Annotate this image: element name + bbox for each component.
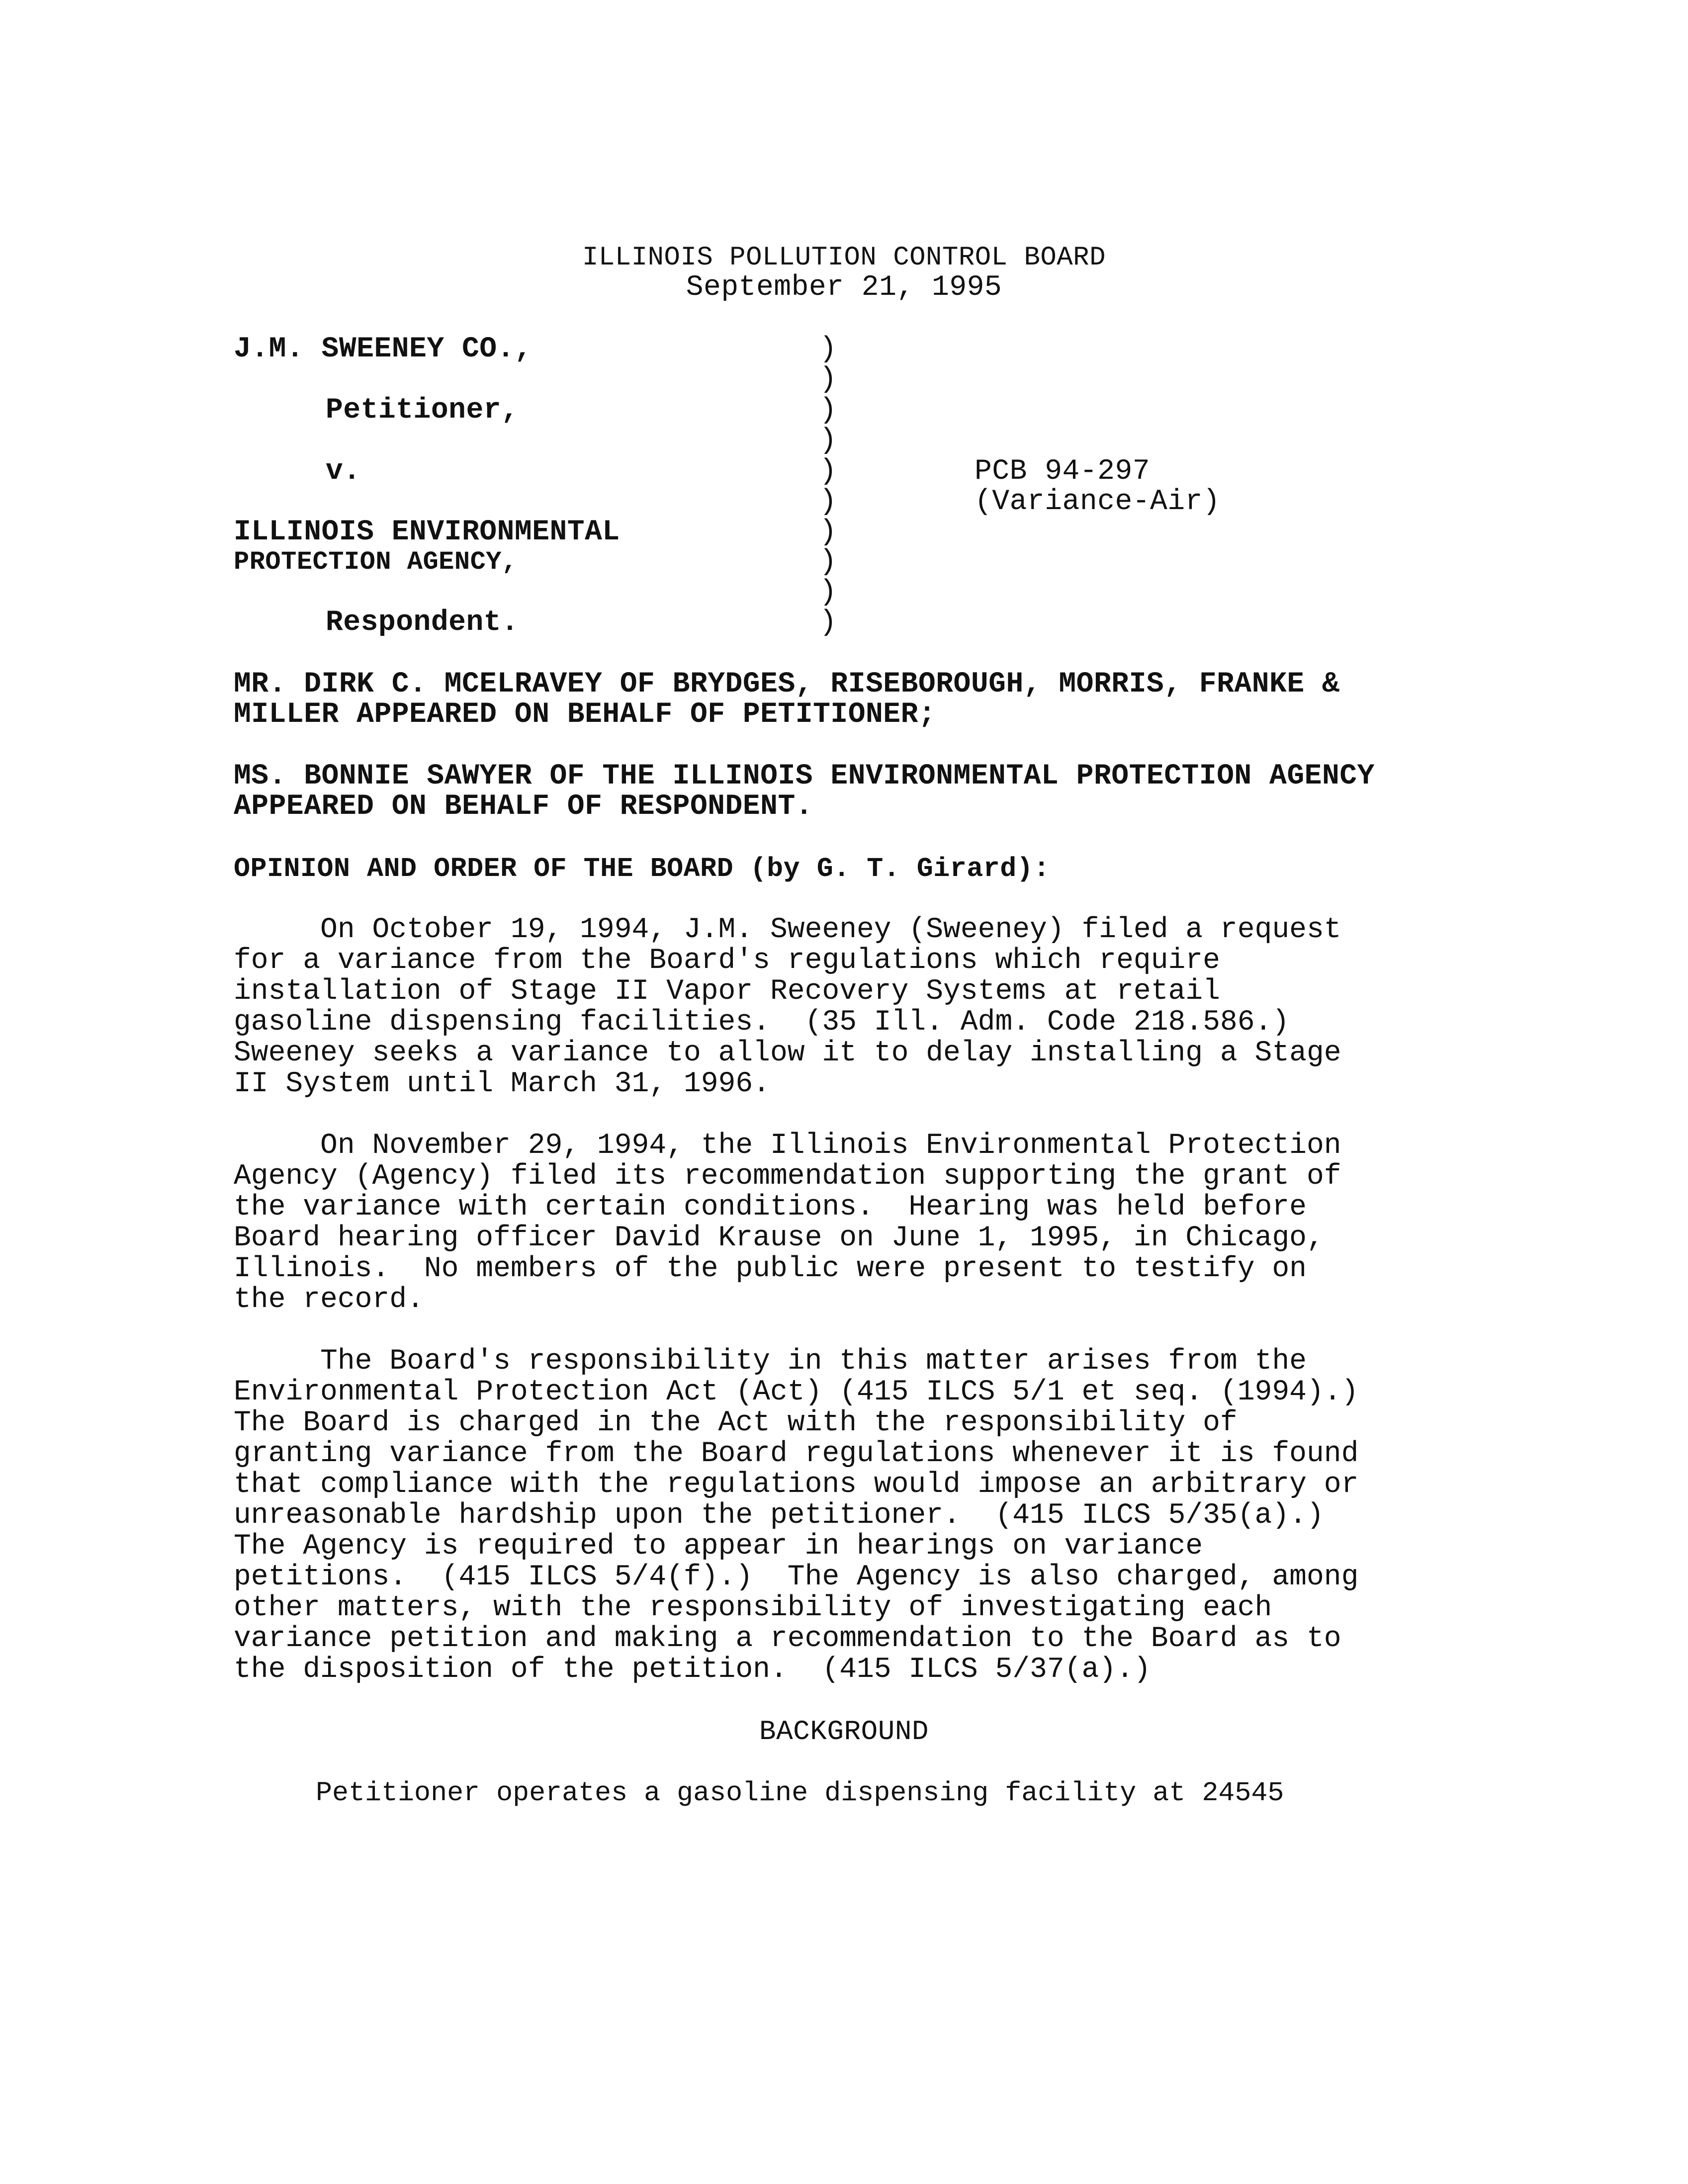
caption-paren: ) [819,516,837,548]
petitioner-appearance-line1: MR. DIRK C. MCELRAVEY OF BRYDGES, RISEBOROUGH, MORRIS, FRANKE & [234,668,1340,700]
respondent-role: Respondent. [326,607,519,639]
petitioner-name: J.M. SWEENEY CO., [234,333,533,365]
paragraph-line: installation of Stage II Vapor Recovery Systems at retail [234,975,1220,1008]
case-number: PCB 94-297 [975,455,1151,488]
order-date: September 21, 1995 [686,271,1002,304]
paragraph-line: Board hearing officer David Krause on June 1, 1995, in Chicago, [234,1222,1324,1254]
paragraph-line: granting variance from the Board regulations whenever it is found [234,1438,1359,1470]
respondent-name-line2: PROTECTION AGENCY, [234,547,518,577]
paragraph-line: unreasonable hardship upon the petitioner. (415 ILCS 5/35(a).) [234,1499,1324,1532]
paragraph-line: The Agency is required to appear in hearings on variance [234,1530,1203,1563]
respondent-appearance-line1: MS. BONNIE SAWYER OF THE ILLINOIS ENVIRONMENTAL PROTECTION AGENCY [234,760,1375,792]
petitioner-appearance-line2: MILLER APPEARED ON BEHALF OF PETITIONER; [234,699,936,731]
caption-paren: ) [819,363,837,396]
paragraph-line: petitions. (415 ILCS 5/4(f).) The Agency is also charged, among [234,1561,1359,1593]
caption-paren: ) [819,455,837,488]
caption-paren: ) [819,486,837,518]
caption-paren: ) [819,576,837,609]
paragraph-line: The Board's responsibility in this matter arises from the [234,1345,1307,1378]
opinion-heading: OPINION AND ORDER OF THE BOARD (by G. T. Girard): [234,853,1050,884]
versus: v. [326,455,361,488]
paragraph-line: the disposition of the petition. (415 ILCS 5/37(a).) [234,1654,1151,1686]
paragraph-line: The Board is charged in the Act with the responsibility of [234,1407,1238,1439]
paragraph-line: for a variance from the Board's regulations which require [234,945,1220,977]
paragraph-line: Agency (Agency) filed its recommendation supporting the grant of [234,1160,1341,1193]
caption-paren: ) [819,546,837,578]
respondent-appearance-line2: APPEARED ON BEHALF OF RESPONDENT. [234,790,813,823]
paragraph-line: On October 19, 1994, J.M. Sweeney (Sweeney) filed a request [234,914,1341,946]
paragraph-line: the record. [234,1284,424,1316]
caption-paren: ) [819,333,837,365]
caption-paren: ) [819,607,837,639]
caption-paren: ) [819,394,837,427]
paragraph-line: Environmental Protection Act (Act) (415 ILCS 5/1 et seq. (1994).) [234,1376,1359,1408]
paragraph-line: other matters, with the responsibility of investigating each [234,1592,1272,1624]
paragraph-line: II System until March 31, 1996. [234,1068,770,1100]
paragraph-line: the variance with certain conditions. Hearing was held before [234,1191,1307,1223]
petitioner-role: Petitioner, [326,394,519,427]
paragraph-line: Illinois. No members of the public were present to testify on [234,1253,1307,1285]
section-heading: BACKGROUND [759,1716,929,1747]
paragraph-line: gasoline dispensing facilities. (35 Ill. Adm. Code 218.586.) [234,1006,1290,1039]
paragraph-line: On November 29, 1994, the Illinois Environmental Protection [234,1130,1341,1162]
paragraph-line: variance petition and making a recommendation to the Board as to [234,1623,1341,1655]
board-name: ILLINOIS POLLUTION CONTROL BOARD [582,243,1106,273]
respondent-name-line1: ILLINOIS ENVIRONMENTAL [234,516,620,548]
paragraph-line: Petitioner operates a gasoline dispensing facility at 24545 [234,1777,1284,1809]
caption-paren: ) [819,425,837,457]
case-type: (Variance-Air) [975,486,1221,518]
paragraph-line: that compliance with the regulations would impose an arbitrary or [234,1469,1359,1501]
paragraph-line: Sweeney seeks a variance to allow it to delay installing a Stage [234,1037,1341,1069]
